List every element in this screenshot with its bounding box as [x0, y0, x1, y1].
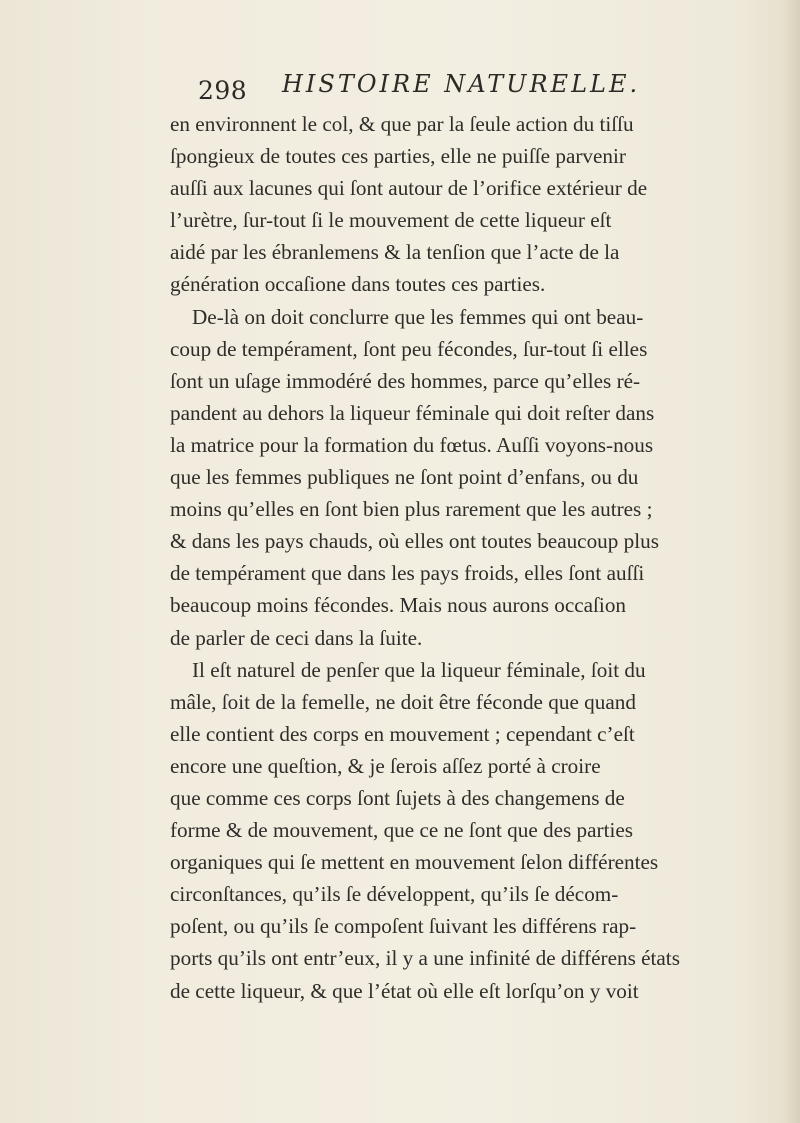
text-line: Il eſt naturel de penſer que la liqueur féminale, ſoit du — [192, 657, 646, 682]
running-title: HISTOIRE NATURELLE. — [282, 70, 641, 98]
text-line: ports qu’ils ont entr’eux, il y a une infinité de différens états — [170, 946, 680, 971]
text-line: mâle, ſoit de la femelle, ne doit être féconde que quand — [170, 689, 636, 714]
text-line: de tempérament que dans les pays froids, elles ſont auſſi — [170, 561, 645, 586]
text-line: génération occaſione dans toutes ces parties. — [170, 272, 546, 297]
text-line: que les femmes publiques ne ſont point d’enfans, ou du — [170, 465, 639, 490]
text-line: pandent au dehors la liqueur féminale qui doit reſter dans — [170, 400, 655, 425]
text-line: elle contient des corps en mouvement ; cependant c’eſt — [170, 721, 635, 746]
text-line: De-là on doit conclurre que les femmes qui ont beau- — [192, 304, 644, 329]
page-edge-shadow — [782, 0, 800, 1123]
text-line: moins qu’elles en ſont bien plus rarement que les autres ; — [170, 497, 653, 522]
text-line: aidé par les ébranlemens & la tenſion que l’acte de la — [170, 240, 620, 265]
page-header — [198, 70, 641, 105]
text-line: en environnent le col, & que par la ſeule action du tiſſu — [170, 112, 634, 136]
text-line: de cette liqueur, & que l’état où elle eſt lorſqu’on y voit — [170, 978, 639, 1003]
text-line: forme & de mouvement, que ce ne ſont que des parties — [170, 818, 634, 843]
text-line: auſſi aux lacunes qui ſont autour de l’orifice extérieur de — [170, 176, 648, 201]
text-line: ſont un uſage immodéré des hommes, parce qu’elles ré- — [170, 368, 641, 393]
text-line: beaucoup moins fécondes. Mais nous aurons occaſion — [170, 593, 627, 618]
text-line: ſpongieux de toutes ces parties, elle ne puiſſe parvenir — [170, 144, 626, 169]
text-line: circonſtances, qu’ils ſe développent, qu’ils ſe décom- — [170, 882, 619, 907]
page-number: 298 — [198, 76, 248, 105]
text-line: encore une queſtion, & je ſerois aſſez porté à croire — [170, 753, 601, 778]
text-line: coup de tempérament, ſont peu fécondes, ſur-tout ſi elles — [170, 336, 648, 361]
text-line: poſent, ou qu’ils ſe compoſent ſuivant les différens rap- — [170, 914, 637, 939]
text-line: de parler de ceci dans la ſuite. — [170, 625, 423, 650]
body-text — [170, 108, 680, 1007]
text-line: l’urètre, ſur-tout ſi le mouvement de cette liqueur eſt — [170, 208, 612, 233]
text-line: & dans les pays chauds, où elles ont toutes beaucoup plus — [170, 529, 659, 554]
text-line: organiques qui ſe mettent en mouvement ſelon différentes — [170, 850, 659, 875]
text-line: la matrice pour la formation du fœtus. Auſſi voyons-nous — [170, 432, 654, 457]
text-line: que comme ces corps ſont ſujets à des changemens de — [170, 785, 625, 810]
